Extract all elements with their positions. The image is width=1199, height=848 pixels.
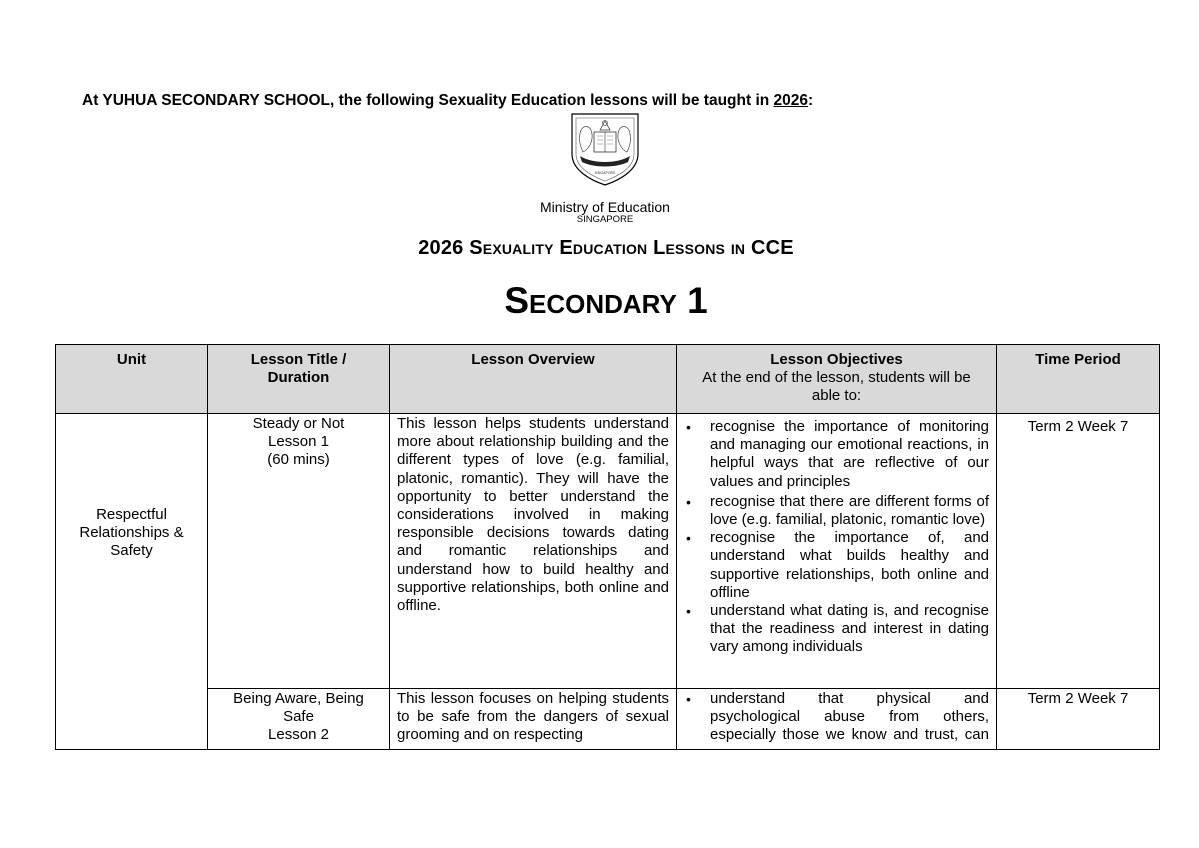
col-header-lesson-title — [208, 345, 390, 414]
intro-statement — [82, 92, 813, 110]
lesson-title: Being Aware, Being Safe — [233, 690, 364, 726]
lesson-title-cell — [208, 414, 390, 689]
org-name: Ministry of Education — [540, 199, 670, 215]
objectives-list — [684, 418, 989, 657]
unit-cell — [56, 414, 208, 750]
table-header-row — [56, 345, 1160, 414]
time-period-cell: Term 2 Week 7 — [997, 414, 1160, 689]
table-row — [56, 414, 1160, 689]
moe-logo-text — [505, 199, 705, 225]
col-header-objectives-subtitle: At the end of the lesson, students will be able to: — [702, 369, 971, 405]
objectives-list — [684, 690, 989, 745]
lesson-objectives-cell — [677, 689, 997, 750]
col-header-time-period: Time Period — [997, 345, 1160, 414]
col-header-objectives-title: Lesson Objectives — [770, 351, 903, 368]
lesson-number: Lesson 2 — [268, 726, 329, 744]
objective-item: • understand what dating is, and recognise that the readiness and interest in dating vary among individuals — [710, 602, 989, 657]
time-period-cell: Term 2 Week 7 — [997, 689, 1160, 750]
objective-item: • recognise that there are different forms of love (e.g. familial, platonic, romantic love) — [710, 493, 989, 529]
objective-item: • recognise the importance of monitoring and managing our emotional reactions, in helpful ways that are reflective of our values and principles — [710, 418, 989, 491]
col-header-lesson-title-text: Lesson Title / Duration — [250, 351, 347, 387]
lesson-overview-cell: This lesson helps students understand more about relationship building and the different types of love (e.g. familial, platonic, romantic). They will have the opportunity to better understand the considerations involved in making responsible decisions towards dating and romantic relationships and understand how to build healthy and supportive relationships, both online and offline. — [390, 414, 677, 689]
svg-text:SINGAPORE: SINGAPORE — [594, 171, 616, 175]
intro-year: 2026 — [773, 92, 809, 109]
org-country: SINGAPORE — [576, 214, 634, 225]
unit-name: Respectful Relationships & Safety — [79, 506, 184, 560]
lesson-title: Steady or Not — [252, 415, 345, 432]
lesson-overview-cell: This lesson focuses on helping students to be safe from the dangers of sexual grooming and on respecting — [390, 689, 677, 750]
lesson-objectives-cell — [677, 414, 997, 689]
lessons-table — [55, 344, 1160, 750]
intro-prefix: At YUHUA SECONDARY SCHOOL, the following Sexuality Education lessons will be taught in — [82, 92, 774, 109]
col-header-objectives — [677, 345, 997, 414]
intro-suffix: : — [808, 92, 814, 109]
lesson-duration: (60 mins) — [267, 451, 330, 469]
lesson-number: Lesson 1 — [268, 433, 329, 451]
table-row — [56, 689, 1160, 750]
objective-item: • recognise the importance of, and understand what builds healthy and supportive relationships, both online and offline — [710, 529, 989, 602]
moe-crest-icon — [568, 110, 642, 186]
level-title: Secondary 1 — [504, 280, 708, 321]
document-title: 2026 Sexuality Education Lessons in CCE — [418, 237, 794, 259]
col-header-overview: Lesson Overview — [390, 345, 677, 414]
objective-item: • understand that physical and psychological abuse from others, especially those we know and trust, can — [710, 690, 989, 745]
col-header-unit: Unit — [56, 345, 208, 414]
lesson-title-cell — [208, 689, 390, 750]
